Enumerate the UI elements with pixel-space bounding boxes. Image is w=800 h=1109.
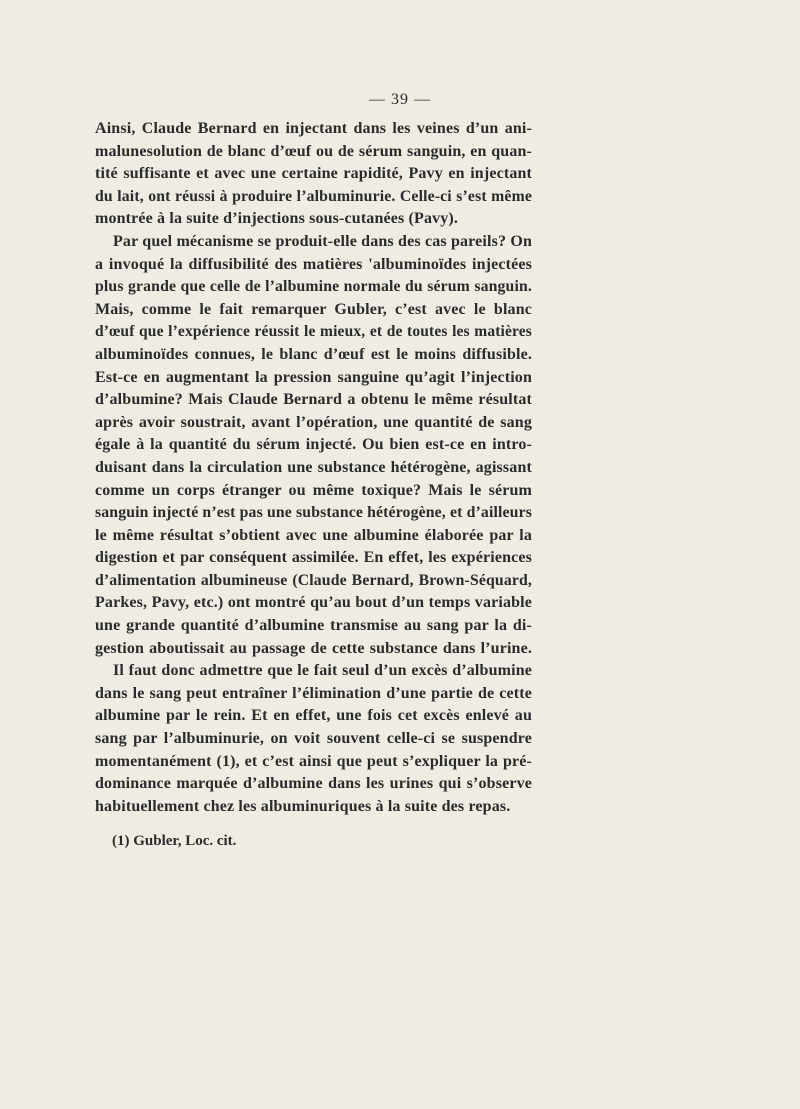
- text-line: gestion aboutissait au passage de cette substance dans l’urine.: [95, 639, 532, 657]
- text-line: malunesolution de blanc d’œuf ou de sérum sanguin, en quan-: [95, 142, 532, 160]
- page-number: — 39 —: [369, 91, 431, 108]
- text-line: dans le sang peut entraîner l’élimination d’une partie de cette: [95, 684, 532, 702]
- text-line: Parkes, Pavy, etc.) ont montré qu’au bout d’un temps variable: [95, 594, 532, 612]
- text-line: plus grande que celle de l’albumine normale du sérum sanguin.: [95, 278, 532, 296]
- text-line: d’albumine? Mais Claude Bernard a obtenu le même résultat: [95, 391, 532, 409]
- text-line: Il faut donc admettre que le fait seul d’un excès d’albumine: [113, 662, 532, 680]
- text-line: duisant dans la circulation une substance hétérogène, agissant: [95, 458, 532, 476]
- text-line: habituellement chez les albuminuriques à la suite des repas.: [95, 797, 511, 815]
- text-line: sang par l’albuminurie, on voit souvent celle-ci se suspendre: [95, 730, 532, 748]
- text-line: comme un corps étranger ou même toxique? Mais le sérum: [95, 481, 532, 499]
- text-line: digestion et par conséquent assimilée. En effet, les expériences: [95, 549, 532, 567]
- text-line: momentanément (1), et c’est ainsi que peut s’expliquer la pré-: [95, 752, 532, 770]
- text-line: dominance marquée d’albumine dans les urines qui s’observe: [95, 775, 532, 793]
- text-line: Ainsi, Claude Bernard en injectant dans les veines d’un ani-: [95, 120, 532, 137]
- text-line: d’œuf que l’expérience réussit le mieux, et de toutes les matières: [95, 323, 532, 341]
- text-line: après avoir soustrait, avant l’opération, une quantité de sang: [95, 413, 532, 431]
- text-line: d’alimentation albumineuse (Claude Bernard, Brown-Séquard,: [95, 571, 532, 589]
- body-text: [95, 118, 532, 818]
- text-line: une grande quantité d’albumine transmise au sang par la di-: [95, 617, 532, 635]
- text-line: le même résultat s’obtient avec une albumine élaborée par la: [95, 526, 532, 544]
- text-line: Par quel mécanisme se produit-elle dans des cas pareils? On: [113, 232, 532, 250]
- footnote: (1) Gubler, Loc. cit.: [112, 833, 237, 849]
- text-line: sanguin injecté n’est pas une substance hétérogène, et d’ailleurs: [95, 504, 532, 522]
- text-line: albumine par le rein. Et en effet, une fois cet excès enlevé au: [95, 707, 532, 725]
- text-line: du lait, ont réussi à produire l’albuminurie. Celle-ci s’est même: [95, 187, 532, 205]
- text-line: Est-ce en augmentant la pression sanguine qu’agit l’injection: [95, 368, 532, 386]
- text-line: Mais, comme le fait remarquer Gubler, c’est avec le blanc: [95, 300, 532, 318]
- text-line: a invoqué la diffusibilité des matières 'albuminoïdes injectées: [95, 255, 532, 273]
- text-line: tité suffisante et avec une certaine rapidité, Pavy en injectant: [95, 165, 532, 183]
- text-line: égale à la quantité du sérum injecté. Ou bien est-ce en intro-: [95, 436, 532, 454]
- text-line: montrée à la suite d’injections sous-cutanées (Pavy).: [95, 210, 459, 228]
- text-line: albuminoïdes connues, le blanc d’œuf est le moins diffusible.: [95, 345, 532, 363]
